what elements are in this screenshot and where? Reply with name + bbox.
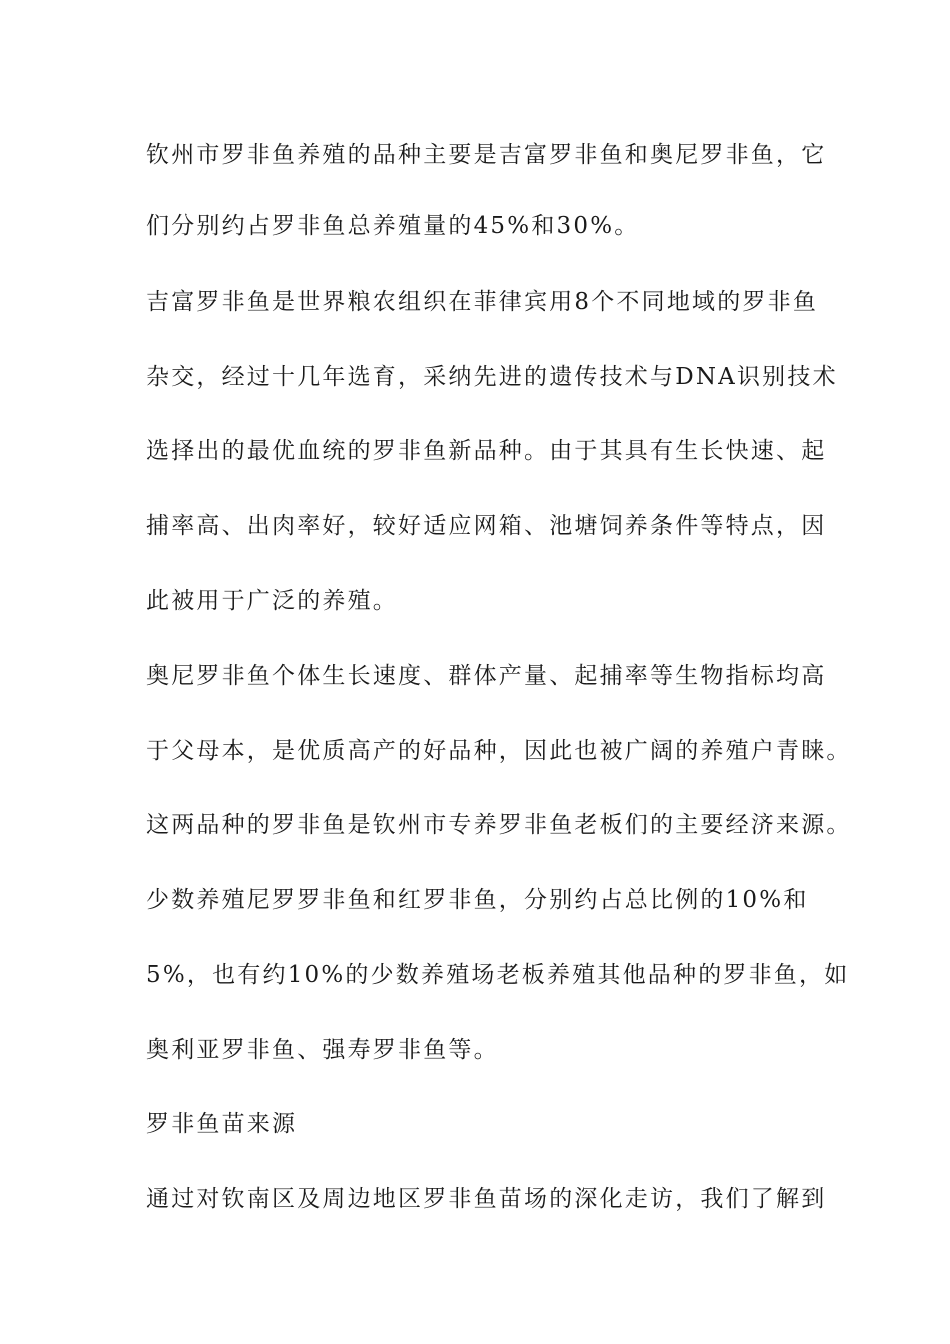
- text-line: 通过对钦南区及周边地区罗非鱼苗场的深化走访，我们了解到: [146, 1186, 827, 1212]
- text-line: 们分别约占罗非鱼总养殖量的45%和30%。: [146, 213, 640, 239]
- text-line: 5%，也有约10%的少数养殖场老板养殖其他品种的罗非鱼，如: [146, 962, 850, 988]
- text-line: 捕率高、出肉率好，较好适应网箱、池塘饲养条件等特点，因: [146, 513, 827, 539]
- text-line: 这两品种的罗非鱼是钦州市专养罗非鱼老板们的主要经济来源。: [146, 812, 852, 838]
- text-line: 奥利亚罗非鱼、强寿罗非鱼等。: [146, 1037, 499, 1063]
- text-line: 杂交，经过十几年选育，采纳先进的遗传技术与DNA识别技术: [146, 364, 838, 390]
- text-line: 此被用于广泛的养殖。: [146, 588, 398, 614]
- text-line: 钦州市罗非鱼养殖的品种主要是吉富罗非鱼和奥尼罗非鱼，它: [146, 142, 827, 168]
- section-heading: 罗非鱼苗来源: [146, 1111, 298, 1137]
- text-line: 少数养殖尼罗罗非鱼和红罗非鱼，分别约占总比例的10%和: [146, 887, 809, 913]
- text-line: 吉富罗非鱼是世界粮农组织在菲律宾用8个不同地域的罗非鱼: [146, 289, 819, 315]
- text-line: 于父母本，是优质高产的好品种，因此也被广阔的养殖户青睐。: [146, 738, 852, 764]
- text-line: 奥尼罗非鱼个体生长速度、群体产量、起捕率等生物指标均高: [146, 663, 827, 689]
- text-line: 选择出的最优血统的罗非鱼新品种。由于其具有生长快速、起: [146, 438, 827, 464]
